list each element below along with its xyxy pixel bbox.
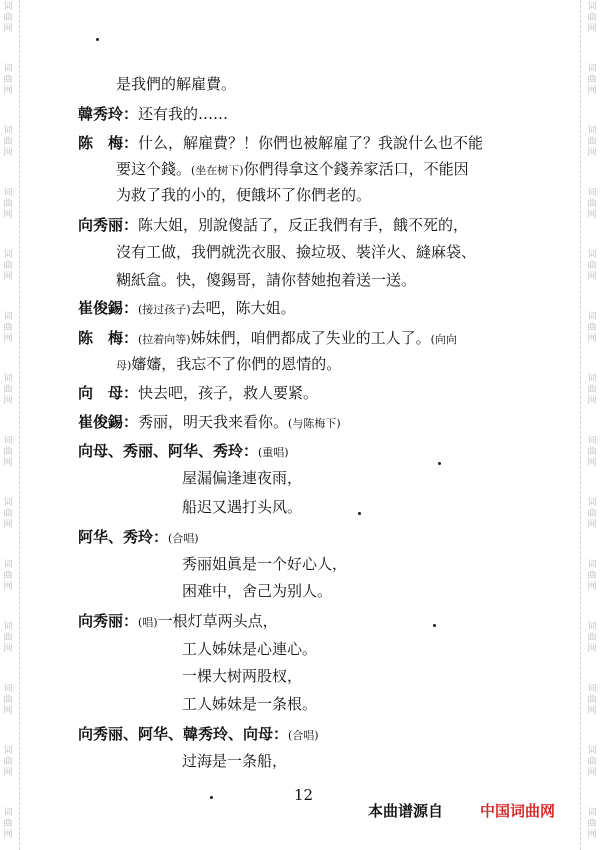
- watermark-text: 词曲网: [587, 374, 597, 406]
- speaker-name: 崔俊錫：: [78, 413, 139, 431]
- site-name-link[interactable]: 中国词曲网: [480, 802, 556, 820]
- watermark-text: 词曲网: [587, 250, 597, 282]
- script-line: [78, 441, 289, 463]
- left-watermark-strip: [0, 0, 16, 850]
- script-line: 向 母：快去吧，孩子，救人要紧。: [78, 384, 319, 402]
- script-line: 陈 梅：(拉着向等)姊妹們，咱們都成了失业的工人了。(向向: [78, 329, 457, 347]
- speaker-name: 陈 梅：: [78, 329, 139, 347]
- watermark-text: 词曲网: [587, 622, 597, 654]
- stage-direction: (与陈梅下): [288, 417, 341, 430]
- watermark-text: 词曲网: [3, 498, 13, 530]
- script-line: 母)嬸嬸，我忘不了你們的恩情的。: [116, 355, 342, 373]
- watermark-text: 词曲网: [3, 560, 13, 592]
- script-line: [78, 724, 319, 746]
- speaker-name: 陈 梅：: [78, 134, 139, 152]
- script-line: 韓秀玲：还有我的……: [78, 105, 229, 123]
- speaker-name: 向秀丽、阿华、韓秀玲、向母：: [78, 725, 289, 743]
- watermark-text: 词曲网: [3, 622, 13, 654]
- stage-direction: (重唱): [258, 446, 289, 459]
- stage-direction: (接过孩子): [138, 303, 191, 316]
- speaker-name: 向母、秀丽、阿华、秀玲：: [78, 442, 259, 460]
- scan-speck: [433, 624, 436, 627]
- watermark-text: 词曲网: [3, 436, 13, 468]
- watermark-text: 词曲网: [3, 250, 13, 282]
- watermark-text: 词曲网: [587, 498, 597, 530]
- watermark-text: 词曲网: [3, 312, 13, 344]
- watermark-text: 词曲网: [587, 64, 597, 96]
- lyric-line: 过海是一条船，: [182, 752, 288, 770]
- script-line: 崔俊錫：(接过孩子)去吧，陈大姐。: [78, 299, 296, 317]
- speaker-name: 韓秀玲：: [78, 105, 139, 123]
- watermark-text: 词曲网: [587, 188, 597, 220]
- script-line: [78, 527, 199, 549]
- script-line: 陈 梅：什么，解雇費？！你們也被解雇了？我說什么也不能: [78, 134, 484, 152]
- watermark-text: 词曲网: [587, 684, 597, 716]
- stage-direction: (唱): [138, 616, 158, 629]
- right-dashed-border: [580, 0, 581, 850]
- right-watermark-strip: [584, 0, 600, 850]
- stage-direction: 母): [116, 359, 132, 372]
- watermark-text: 词曲网: [587, 560, 597, 592]
- stage-direction: (拉着向等): [138, 333, 191, 346]
- watermark-text: 词曲网: [587, 436, 597, 468]
- speaker-name: 阿华、秀玲：: [78, 528, 169, 546]
- lyric-line: 工人姊妹是一条根。: [182, 695, 318, 713]
- speaker-name: 向秀丽：: [78, 612, 139, 630]
- speaker-name: 向秀丽：: [78, 216, 139, 234]
- watermark-text: 词曲网: [3, 374, 13, 406]
- script-line: 为救了我的小的，便餓坏了你們老的。: [116, 186, 372, 204]
- speaker-name: 崔俊錫：: [78, 299, 139, 317]
- source-label: 本曲谱源自: [368, 802, 444, 820]
- lyric-line: 一棵大树两股杈，: [182, 667, 303, 685]
- watermark-text: 词曲网: [3, 188, 13, 220]
- watermark-text: 词曲网: [3, 808, 13, 840]
- stage-direction: (坐在树下): [191, 164, 244, 177]
- script-line: 是我們的解雇費。: [116, 75, 237, 93]
- watermark-text: 词曲网: [3, 684, 13, 716]
- lyric-line: 船迟又遇打头风。: [182, 498, 303, 516]
- scan-speck: [438, 462, 441, 465]
- lyric-line: 困难中，舍己为别人。: [182, 582, 333, 600]
- stage-direction: (合唱): [168, 532, 199, 545]
- lyric-line: 秀丽姐眞是一个好心人，: [182, 555, 348, 573]
- script-line: 糊紙盒。快，傻錫哥，請你替她抱着送一送。: [116, 271, 417, 289]
- lyric-line: 工人姊妹是心連心。: [182, 640, 318, 658]
- watermark-text: 词曲网: [3, 746, 13, 778]
- speaker-name: 向 母：: [78, 384, 139, 402]
- script-line: 沒有工做，我們就洗衣服、撿垃圾、裝洋火、縫麻袋、: [116, 243, 477, 261]
- watermark-text: 词曲网: [587, 2, 597, 34]
- scan-speck: [210, 796, 213, 799]
- scan-speck: [96, 38, 99, 41]
- watermark-text: 词曲网: [587, 746, 597, 778]
- watermark-text: 词曲网: [587, 312, 597, 344]
- script-line: 向秀丽：陈大姐，別說傻話了，反正我們有手，餓不死的，: [78, 216, 469, 234]
- scan-speck: [358, 512, 361, 515]
- page-number: 12: [294, 786, 314, 804]
- stage-direction: (合唱): [288, 729, 319, 742]
- watermark-text: 词曲网: [587, 808, 597, 840]
- script-line: 向秀丽：(唱)一根灯草两头点，: [78, 612, 278, 630]
- stage-direction: (向向: [430, 333, 457, 346]
- left-dashed-border: [19, 0, 20, 850]
- watermark-text: 词曲网: [3, 2, 13, 34]
- watermark-text: 词曲网: [3, 64, 13, 96]
- script-line: 要这个錢。(坐在树下)你們得拿这个錢养家活口，不能因: [116, 160, 469, 178]
- script-line: 崔俊錫：秀丽，明天我来看你。(与陈梅下): [78, 413, 341, 431]
- watermark-text: 词曲网: [3, 126, 13, 158]
- watermark-text: 词曲网: [587, 126, 597, 158]
- lyric-line: 屋漏偏逢連夜雨，: [182, 469, 303, 487]
